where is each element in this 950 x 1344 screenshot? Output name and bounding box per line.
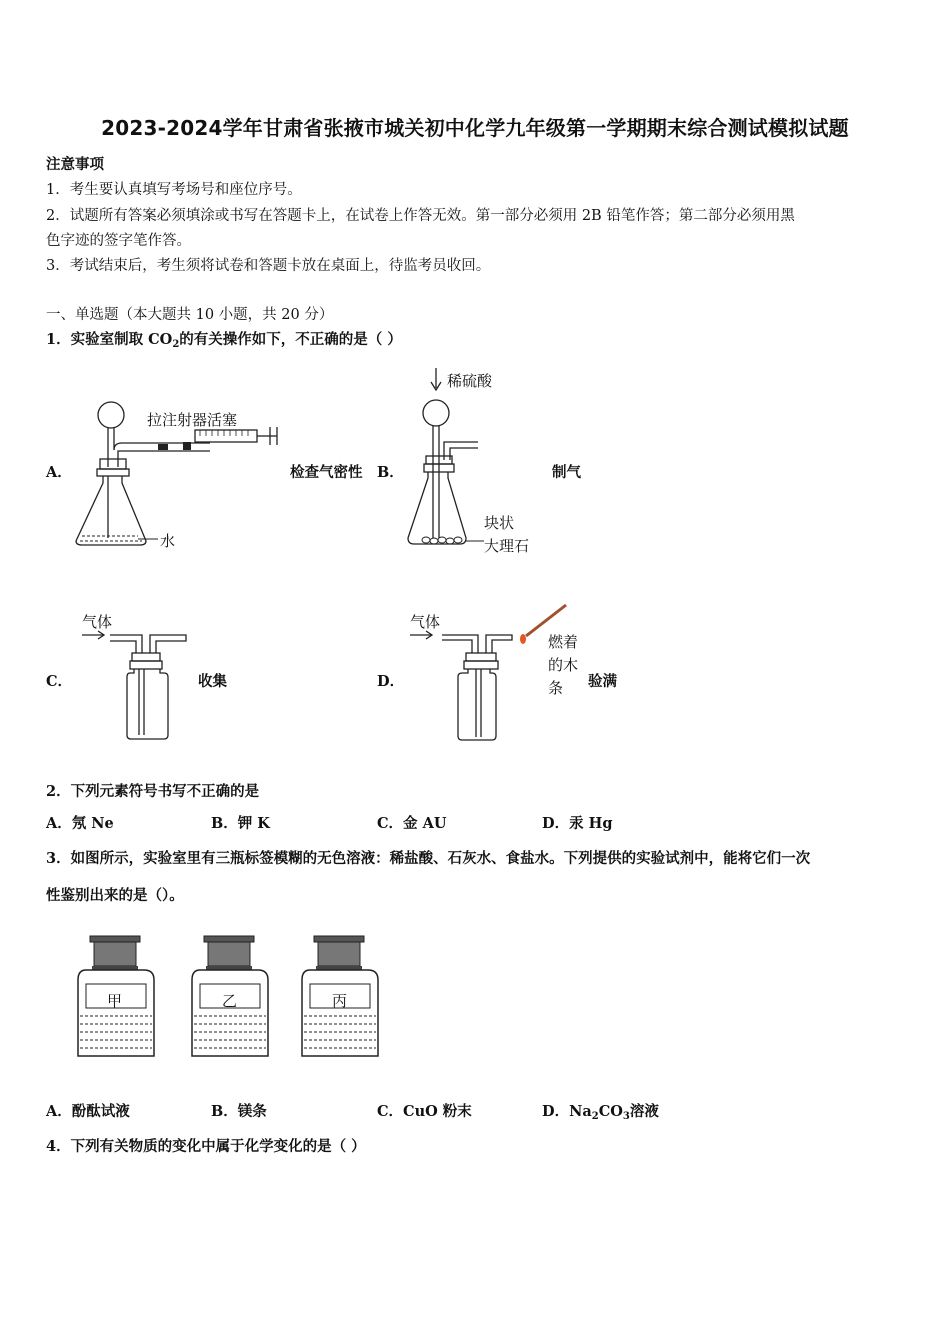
option-d-caption: 验满 [588,673,617,690]
option-c-caption: 收集 [198,673,227,690]
figure-b-solid-label: 块状 [484,514,515,532]
figure-c-collection [80,615,195,745]
figure-b-solid-label: 大理石 [484,537,530,555]
notice-heading: 注意事项 [46,156,104,173]
q3-option-d: D．$Na_2CO_3$溶液 [542,1103,659,1122]
figure-a-water-label: 水 [160,532,176,550]
notice-item: 色字迹的签字笔作答。 [46,233,191,249]
option-a-letter: A． [46,464,72,481]
figure-b-acid-label: 稀硫酸 [447,372,493,390]
option-a-caption: 检查气密性 [290,464,363,481]
figure-d-stick-label: 燃着 [548,633,579,651]
figure-d-stick-label: 条 [548,679,564,697]
figure-d-stick-label: 的木 [548,656,579,674]
q2-option-b: B．钾 K [211,815,270,832]
question-2-stem: 2．下列元素符号书写不正确的是 [46,783,260,800]
figure-a-syringe-label: 拉注射器活塞 [147,411,238,429]
option-b-letter: B． [377,464,404,481]
notice-item: 3．考试结束后，考生须将试卷和答题卡放在桌面上，待监考员收回。 [46,258,491,274]
figure-d-gas-label: 气体 [410,613,441,631]
notice-item: 2．试题所有答案必须填涂或书写在答题卡上，在试卷上作答无效。第一部分必须用 2B 铅笔作答；第二部分必须用黑 [46,208,795,224]
option-c-letter: C． [46,673,73,690]
section-heading: 一、单选题（本大题共 10 小题，共 20 分） [46,307,334,323]
option-b-caption: 制气 [552,464,581,481]
q2-option-c: C．金 AU [377,815,447,832]
notice-item: 1．考生要认真填写考场号和座位序号。 [46,182,302,198]
question-1-stem: 1．实验室制取 $CO_2$的有关操作如下，不正确的是（ ） [46,331,402,350]
bottle-label-yi: 乙 [222,992,238,1010]
q2-option-a: A．氖 Ne [46,815,114,832]
option-d-letter: D． [377,673,405,690]
q2-option-d: D．汞 Hg [542,815,613,832]
bottle-label-bing: 丙 [332,992,348,1010]
figure-c-gas-label: 气体 [82,613,113,631]
q3-option-b: B．镁条 [211,1103,267,1120]
bottle-label-jia: 甲 [107,992,123,1010]
question-3-stem-cont: 性鉴别出来的是（）。 [46,887,184,904]
question-4-stem: 4．下列有关物质的变化中属于化学变化的是（ ） [46,1138,366,1155]
q3-option-a: A．酚酞试液 [46,1103,130,1120]
question-3-stem: 3．如图所示，实验室里有三瓶标签模糊的无色溶液：稀盐酸、石灰水、食盐水。下列提供的实验试剂中，能将它们一次 [46,850,811,867]
q3-option-c: C．CuO 粉末 [377,1103,472,1120]
page-title: 2023-2024学年甘肃省张掖市城关初中化学九年级第一学期期末综合测试模拟试题 [101,116,849,140]
